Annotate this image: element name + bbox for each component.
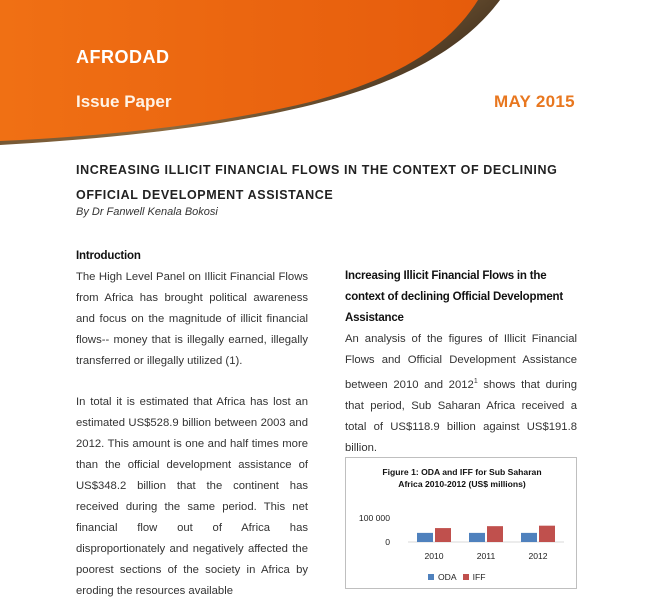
legend-label-iff: IFF — [472, 572, 486, 582]
figure-1-chart — [345, 457, 577, 589]
section-heading: Increasing Illicit Financial Flows in the context of declining Official Development Assistance — [345, 270, 563, 324]
x-tick-label: 2010 — [424, 551, 444, 561]
chart-title: Figure 1: ODA and IFF for Sub Saharan Africa 2010-2012 (US$ millions) — [382, 467, 542, 489]
bar-oda-2012 — [521, 533, 537, 542]
publication-series: Issue Paper — [76, 92, 172, 111]
bar-oda-2011 — [469, 533, 485, 542]
bar-oda-2010 — [417, 533, 433, 542]
bar-iff-2011 — [487, 526, 503, 542]
title-line-1: INCREASING ILLICIT FINANCIAL FLOWS IN THE CONTEXT OF DECLINING — [76, 163, 558, 177]
introduction-heading: Introduction — [76, 250, 141, 262]
legend-label-oda: ODA — [438, 572, 457, 582]
header-banner — [0, 0, 656, 150]
right-column — [345, 266, 577, 459]
legend-swatch-iff — [463, 574, 469, 580]
x-tick-label: 2011 — [476, 551, 496, 561]
x-tick-label: 2012 — [528, 551, 548, 561]
document-title — [76, 158, 578, 208]
banner-graphic — [0, 0, 656, 150]
bar-iff-2010 — [435, 528, 451, 542]
y-tick-label: 100 000 — [358, 513, 390, 523]
analysis-paragraph — [345, 329, 577, 459]
loss-paragraph: In total it is estimated that Africa has lost an estimated US$528.9 billion between 2003 and 2012. This amount is one and half times more than the official development assistance of US$348.2 billion that the continent has received during the same period. This net financial flow out of Africa has disproportionately and negatively affected the poorest sections of the society in Africa by eroding the resources available — [76, 396, 308, 597]
bar-iff-2012 — [539, 526, 555, 542]
footnote-marker: 1 — [473, 378, 478, 385]
publication-date: MAY 2015 — [494, 92, 575, 111]
y-tick-label: 0 — [385, 537, 390, 547]
left-column — [76, 246, 308, 602]
organization-name: AFRODAD — [76, 47, 170, 67]
analysis-text: An analysis of the figures of Illicit Financial Flows and Official Development Assistance between 2010 and 2012 — [345, 333, 577, 391]
analysis-text-continued: shows that during that period, Sub Saharan Africa received a total of US$118.9 billion against US$191.8 billion. — [345, 378, 577, 454]
author-byline: By Dr Fanwell Kenala Bokosi — [76, 206, 218, 218]
legend-swatch-oda — [428, 574, 434, 580]
chart-legend — [428, 572, 486, 582]
intro-paragraph: The High Level Panel on Illicit Financial Flows from Africa has brought political awareness and focus on the magnitude of illicit financial flows-- money that is illegally earned, illegally transferred or illegally utilized (1). — [76, 271, 308, 367]
title-line-2: OFFICIAL DEVELOPMENT ASSISTANCE — [76, 188, 334, 202]
